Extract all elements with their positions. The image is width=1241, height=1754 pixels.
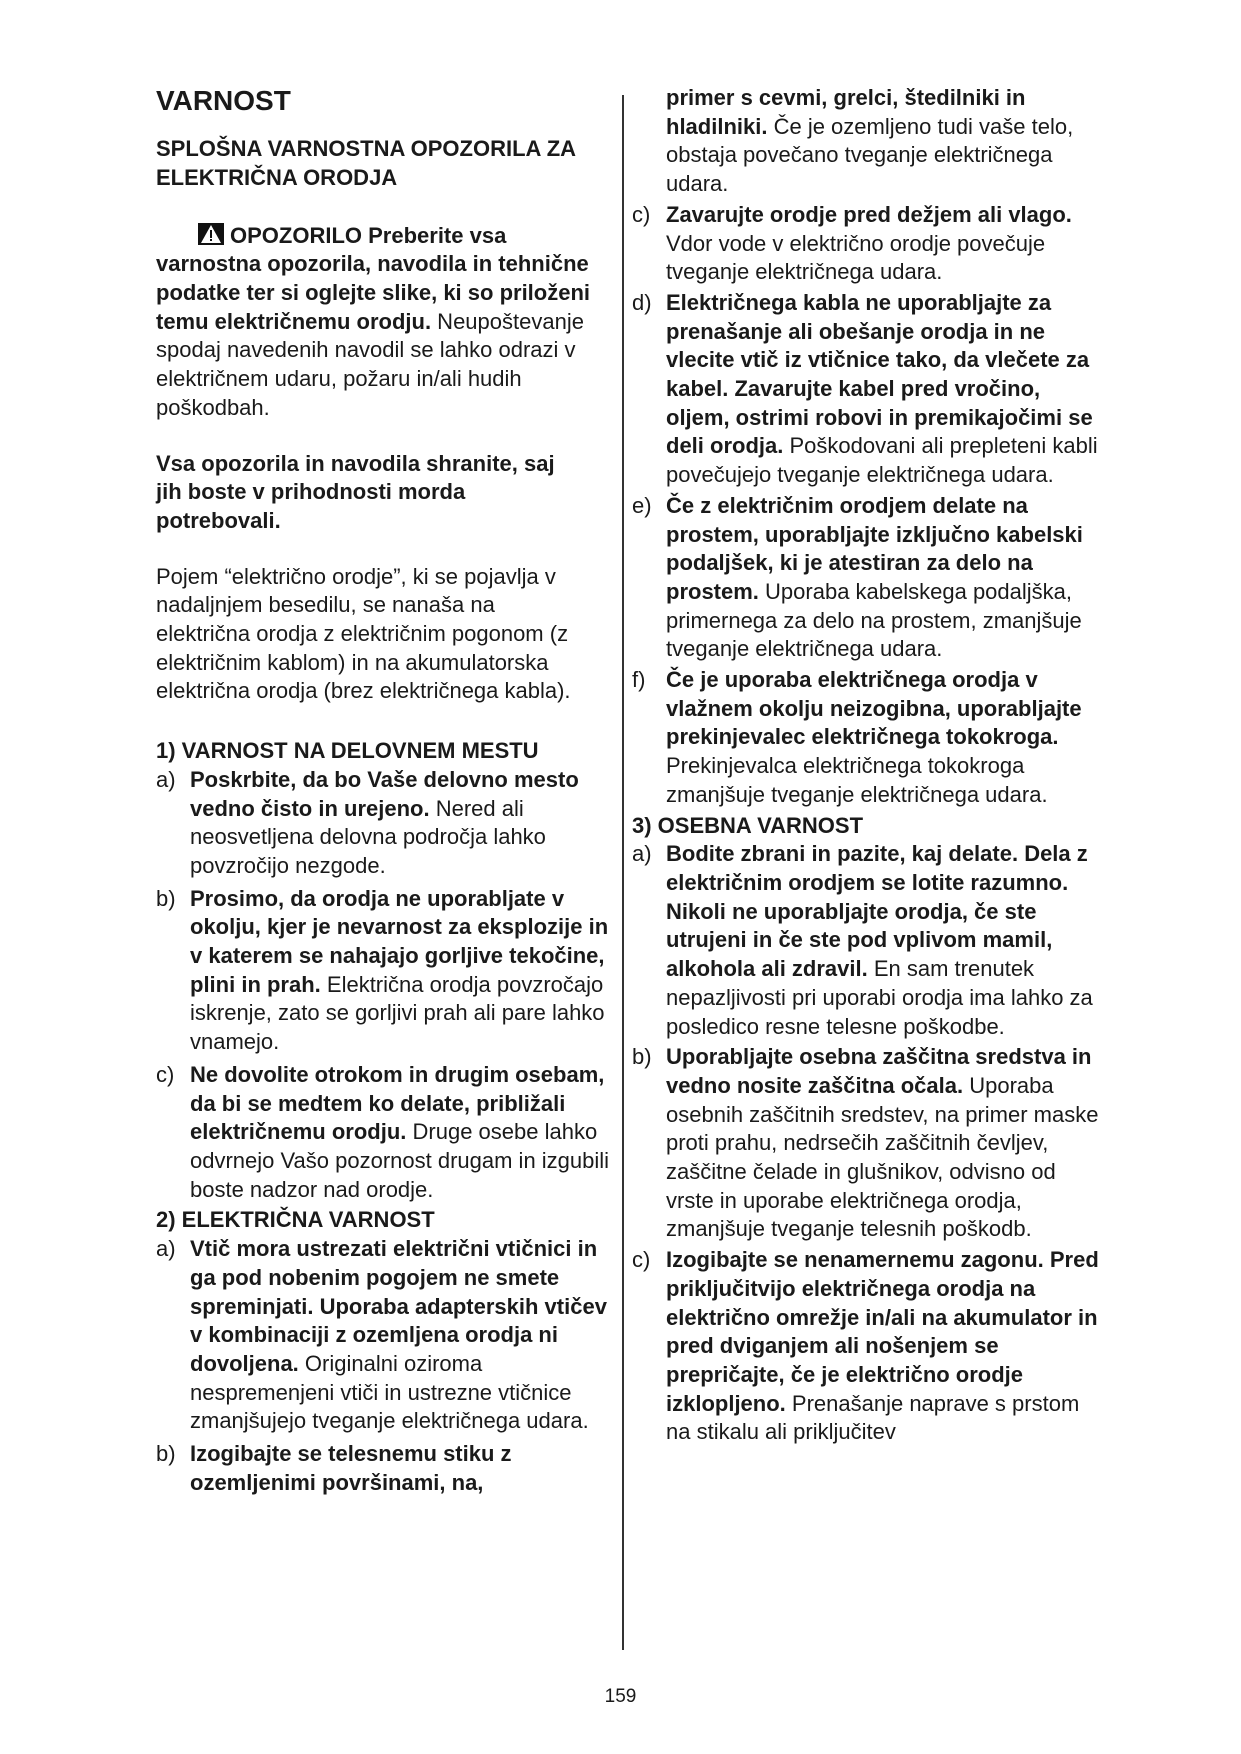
page-title: VARNOST — [156, 85, 291, 116]
item-text: Druge osebe lahko odvrnejo Vašo pozornost drugam in izgubili boste nadzor nad orodje. — [190, 1119, 610, 1202]
item-text: Prenašanje naprave s prstom na stikalu ali priključitev — [666, 1390, 1080, 1445]
column-divider — [622, 95, 624, 1650]
item-text: Poškodovani ali prepleteni kabli povečujejo tveganje električnega udara. — [666, 433, 1098, 488]
warning-bold-text: OPOZORILO Preberite vsa varnostna opozorila, navodila in tehnične podatke ter si oglejte slike, ki so priloženi temu električnemu orodju. — [156, 222, 591, 334]
item-bold-text: Uporabljajte osebna zaščitna sredstva in vedno nosite zaščitna očala. — [666, 1044, 1092, 1098]
item-text: Vdor vode v električno orodje povečuje tveganje električnega udara. — [666, 230, 1046, 285]
left-column — [156, 84, 616, 1498]
list-item-1c — [156, 1061, 616, 1205]
right-column — [632, 84, 1102, 1447]
item-bold-text: Poskrbite, da bo Vaše delovno mesto vedno čisto in urejeno. — [190, 766, 579, 821]
item-bold-text-continued: primer s cevmi, grelci, štedilniki in hladilniki. — [666, 85, 1026, 139]
warning-paragraph — [156, 222, 616, 423]
item-label: e) — [632, 492, 652, 518]
list-item-3b — [632, 1043, 1102, 1244]
list-item-2d — [632, 289, 1102, 490]
list-item-2e — [632, 492, 1102, 664]
item-label: b) — [156, 1441, 176, 1467]
item-label: c) — [632, 201, 651, 227]
item-label: a) — [632, 841, 652, 867]
item-label: d) — [632, 289, 652, 315]
section-2-title: 2) ELEKTRIČNA VARNOST — [156, 1207, 435, 1233]
item-label: c) — [156, 1061, 175, 1087]
page-number: 159 — [604, 1686, 637, 1707]
item-label: a) — [156, 766, 176, 792]
item-bold-text: Če z električnim orodjem delate na prostem, uporabljajte izključno kabelski podaljšek, ki je atestiran za delo na prostem. — [666, 492, 1083, 604]
list-item-2c — [632, 201, 1102, 287]
item-text: Nered ali neosvetljena delovna področja lahko povzročijo nezgode. — [190, 795, 546, 878]
item-bold-text: Zavarujte orodje pred dežjem ali vlago. — [666, 201, 1072, 227]
list-item-2a — [156, 1235, 616, 1436]
item-label: b) — [632, 1044, 652, 1070]
section-3-title: 3) OSEBNA VARNOST — [632, 812, 864, 838]
warning-text: Neupoštevanje spodaj navedenih navodil se lahko odrazi v električnem udaru, požaru in/ali hudih poškodbah. — [156, 308, 584, 420]
list-item-3a — [632, 840, 1102, 1041]
item-label: b) — [156, 885, 176, 911]
item-text: Prekinjevalca električnega tokokroga zmanjšuje tveganje električnega udara. — [666, 753, 1048, 807]
item-bold-text: Prosimo, da orodja ne uporabljate v okolju, kjer je nevarnost za eksplozije in v katerem se nahajajo gorljive tekočine, plini in prah. — [190, 885, 609, 997]
section-1-title: 1) VARNOST NA DELOVNEM MESTU — [156, 738, 539, 764]
item-label: a) — [156, 1236, 176, 1262]
item-text: En sam trenutek nepazljivosti pri uporabi orodja ima lahko za posledico resne telesne poškodbe. — [666, 956, 1093, 1039]
list-item-1b — [156, 885, 616, 1057]
item-bold-text: Vtič mora ustrezati električni vtičnici in ga pod nobenim pogojem ne smete spreminjati. Uporaba adapterskih vtičev v kombinaciji z ozemljena orodja ni dovoljena. — [190, 1236, 607, 1376]
item-text: Če je ozemljeno tudi vaše telo, obstaja povečano tveganje električnega udara. — [666, 113, 1074, 197]
list-item-1a — [156, 766, 616, 881]
list-item-2f — [632, 666, 1102, 810]
item-bold-text: Izogibajte se telesnemu stiku z ozemljenimi površinami, na, — [190, 1441, 512, 1495]
item-bold-text: Izogibajte se nenamernemu zagonu. Pred priključitvijo električnega orodja na električno omrežje in/ali na akumulator in pred dviganjem ali nošenjem se prepričajte, če je električno orodje izklopljeno. — [666, 1247, 1099, 1416]
item-text: Uporaba kabelskega podaljška, primernega za delo na prostem, zmanjšuje tveganje električnega udara. — [666, 578, 1082, 662]
item-bold-text: Električnega kabla ne uporabljajte za prenašanje ali obešanje orodja in ne vlecite vtič iz vtičnice tako, da vlečete za kabel. Zavarujte kabel pred vročino, oljem, ostrimi robovi in premikajočimi se deli orodja. — [666, 289, 1093, 459]
item-bold-text: Če je uporaba električnega orodja v vlažnem okolju neizogibna, uporabljajte prekinjevalec električnega tokokroga. — [666, 667, 1082, 750]
item-text: Uporaba osebnih zaščitnih sredstev, na primer maske proti prahu, nedrsečih zaščitnih čevljev, zaščitne čelade in glušnikov, odvisno od vrste in uporabe električnega orodja, zmanjšuje tveganje telesnih poškodb. — [666, 1072, 1099, 1242]
item-label: f) — [632, 667, 646, 693]
item-bold-text: Ne dovolite otrokom in drugim osebam, da bi se medtem ko delate, približali električnemu orodju. — [190, 1061, 605, 1145]
list-item-2b-continued — [632, 84, 1102, 199]
save-instructions-note: Vsa opozorila in navodila shranite, saj jih boste v prihodnosti morda potrebovali. — [156, 450, 555, 533]
item-bold-text: Bodite zbrani in pazite, kaj delate. Dela z električnim orodjem se lotite razumno. Nikoli ne uporabljajte orodja, če ste utrujeni in če ste pod vplivom mamil, alkohola ali zdravil. — [666, 841, 1088, 982]
list-item-3c — [632, 1246, 1102, 1447]
item-label: c) — [632, 1247, 651, 1273]
section-subtitle: SPLOŠNA VARNOSTNA OPOZORILA ZA ELEKTRIČNA ORODJA — [156, 135, 576, 190]
definition-paragraph: Pojem “električno orodje”, ki se pojavlja v nadaljnjem besedilu, se nanaša na električna orodja z električnim pogonom (z električnim kablom) in na akumulatorska električna orodja (brez električnega kabla). — [156, 563, 571, 704]
item-text: Električna orodja povzročajo iskrenje, zato se gorljivi prah ali pare lahko vnamejo. — [190, 971, 605, 1055]
item-text: Originalni oziroma nespremenjeni vtiči in ustrezne vtičnice zmanjšujejo tveganje električnega udara. — [190, 1350, 589, 1434]
list-item-2b — [156, 1440, 616, 1498]
warning-triangle-icon — [198, 223, 224, 245]
